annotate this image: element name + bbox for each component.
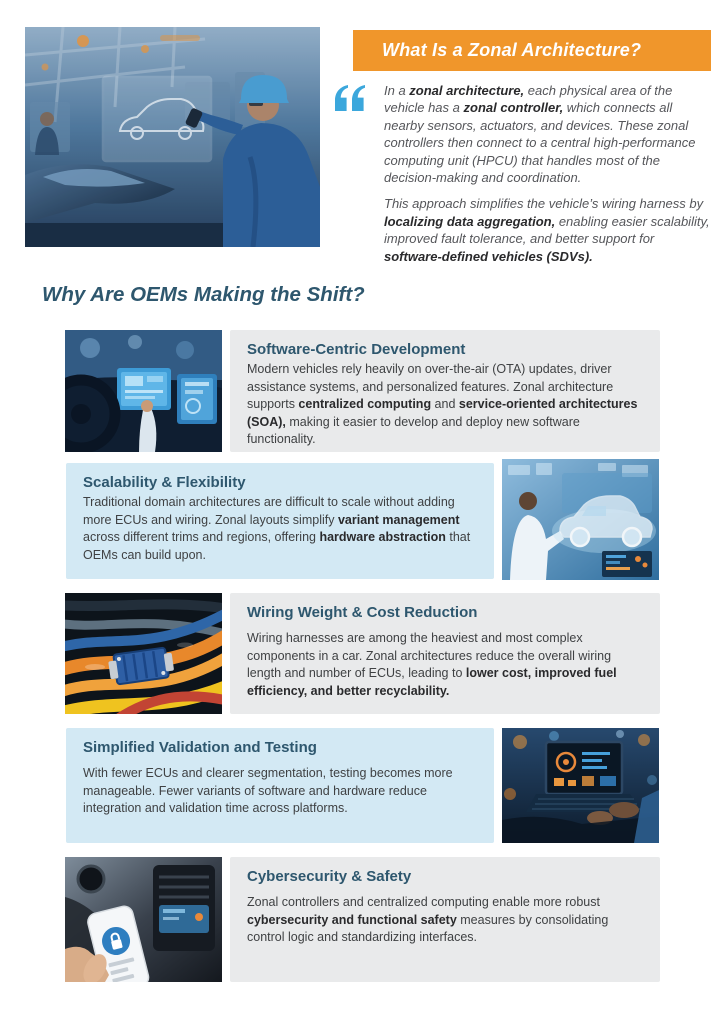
text-segment: enabling easier scalability, improved fault tolerance, and better support for — [384, 213, 710, 247]
cockpit-illustration — [65, 330, 222, 452]
laptop-diagnostics-illustration — [502, 728, 659, 843]
text-segment: making it easier to develop and deploy new software functionality. — [247, 414, 580, 446]
section-title: Scalability & Flexibility — [83, 474, 246, 491]
text-segment: variant management — [337, 512, 460, 527]
section-body — [247, 630, 644, 700]
scalability-photo — [502, 459, 659, 580]
text-segment: localizing data aggregation, — [384, 213, 556, 229]
text-segment: centralized computing — [298, 397, 432, 411]
hero-factory-photo — [25, 27, 320, 247]
section-validation — [66, 728, 494, 843]
factory-scene-illustration — [25, 27, 320, 247]
text-segment: Modern vehicles rely heavily on over-the-air (OTA) updates, driver assistance systems, and personalized features. Zonal architecture supports — [247, 362, 614, 411]
text-segment: service-oriented architectures (SOA), — [247, 397, 638, 429]
laptop-screen — [546, 742, 622, 794]
section-title: Software-Centric Development — [247, 341, 466, 358]
side-display — [177, 374, 217, 424]
text-segment: Traditional domain architectures are difficult to scale without adding more ECUs and wiring. Zonal layouts simplify — [83, 495, 455, 527]
text-segment: With fewer ECUs and clearer segmentation, testing becomes more manageable. Fewer variants of software and hardware reduce integration and validation time across platforms. — [83, 766, 453, 815]
section-scalability — [66, 463, 494, 579]
zonal-architecture-quote — [384, 82, 714, 274]
text-segment: cybersecurity and functional safety — [247, 912, 457, 927]
validation-photo — [502, 728, 659, 843]
text-segment: software-defined vehicles (SDVs). — [384, 248, 593, 264]
section-body — [83, 765, 478, 818]
holographic-car-illustration — [502, 459, 659, 580]
section-body — [83, 494, 478, 564]
section-wiring — [230, 593, 660, 714]
section-title: Cybersecurity & Safety — [247, 868, 412, 885]
section-title: Wiring Weight & Cost Reduction — [247, 604, 478, 621]
text-segment: In a — [384, 83, 410, 98]
text-segment: hardware abstraction — [319, 530, 446, 544]
wiring-harness-illustration — [65, 593, 222, 714]
workstation-monitor — [602, 551, 652, 577]
phone-security-illustration — [65, 857, 222, 982]
quote-paragraph-1 — [384, 82, 714, 186]
text-segment: zonal controller, — [463, 100, 564, 116]
section-title: Simplified Validation and Testing — [83, 739, 317, 756]
wiring-photo — [65, 593, 222, 714]
software-centric-photo — [65, 330, 222, 452]
text-segment: This approach simplifies the vehicle’s wiring harness by — [384, 196, 704, 212]
text-segment: and — [431, 397, 459, 411]
text-segment: Zonal controllers and centralized computing enable more robust — [247, 895, 600, 909]
title-banner — [353, 30, 711, 71]
section-software-centric — [230, 330, 660, 452]
quote-paragraph-2 — [384, 195, 714, 265]
section-body — [247, 894, 644, 947]
text-segment: lower cost, improved fuel efficiency, and better recyclability. — [247, 666, 617, 698]
section-cybersecurity — [230, 857, 660, 982]
text-segment: across different trims and regions, offering — [83, 530, 320, 544]
text-segment: measures by consolidating control logic and standardizing interfaces. — [247, 912, 609, 944]
open-double-quote-icon — [334, 84, 366, 112]
title-banner-text: What Is a Zonal Architecture? — [382, 40, 642, 60]
section-body — [247, 361, 644, 449]
text-segment: Wiring harnesses are among the heaviest and most complex components in a car. Zonal architectures reduce the overall wiring length and number of ECUs, leading to — [247, 631, 612, 680]
air-vent — [78, 866, 104, 892]
text-segment: each physical area of the vehicle has a — [384, 83, 673, 116]
text-segment: zonal architecture, — [409, 83, 525, 98]
text-segment: that OEMs can build upon. — [83, 530, 471, 562]
cybersecurity-photo — [65, 857, 222, 982]
why-oems-heading: Why Are OEMs Making the Shift? — [42, 283, 365, 306]
text-segment: which connects all nearby sensors, actuators, and devices. These zonal controllers then connect to a central high-performance computing unit (HPCU) that handles most of the decision-making and coordination. — [384, 100, 696, 186]
